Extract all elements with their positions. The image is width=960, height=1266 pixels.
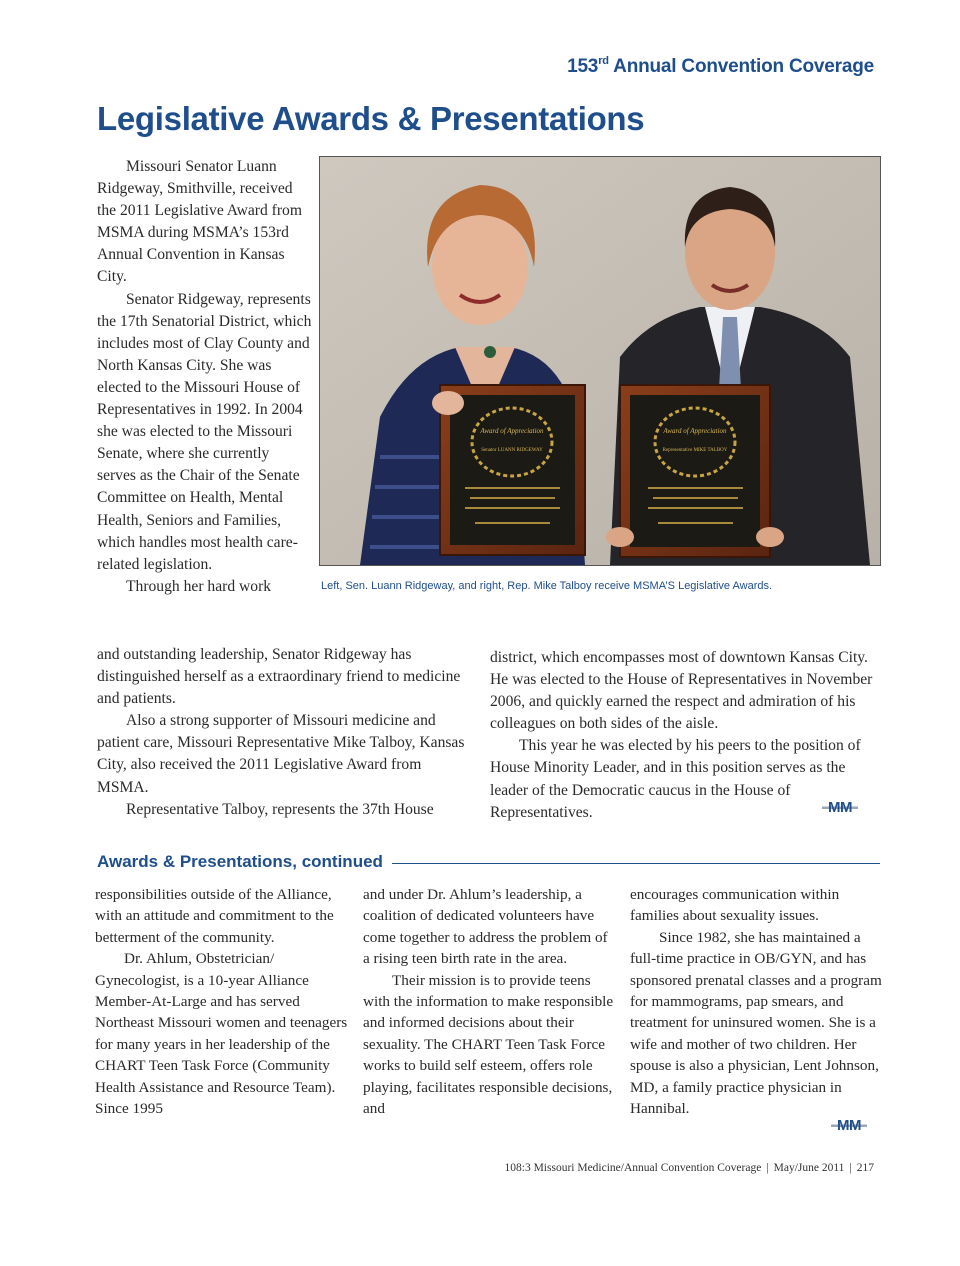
heading-rule [392,863,880,864]
end-of-article-mark: MM [831,1117,867,1134]
left-plaque [440,385,585,555]
continued-paragraph: encourages communication within families about sexuality issues. [630,886,840,925]
article-paragraph: Missouri Senator Luann Ridgeway, Smithville, received the 2011 Legislative Award from MSMA during MSMA’s 153rd Annual Convention in Kansas City. [97,158,302,286]
continued-paragraph: Their mission is to provide teens with the information to make responsible and informed decisions about their sexuality. The CHART Teen Task Force works to build self esteem, offers role playing, facilitates responsible decisions, and [363,971,614,1118]
award-photo [319,156,881,566]
section-ordinal: rd [598,55,609,67]
photo-caption: Left, Sen. Luann Ridgeway, and right, Rep. Mike Talboy receive MSMA’S Legislative Awards. [321,580,773,592]
section-label: Annual Convention Coverage [608,56,874,77]
section-number: 153 [567,56,599,77]
issue-date: May/June 2011 [773,1162,845,1174]
right-plaque-name: Representative MIKE TALBOY [662,448,728,453]
page-title: Legislative Awards & Presentations [97,100,645,137]
continued-column-1 [95,884,349,1119]
continued-paragraph: responsibilities outside of the Alliance, with an attitude and commitment to the betterment of the community. [95,886,334,946]
article-paragraph: Through her hard work [126,577,272,595]
article-paragraph: This year he was elected by his peers to the position of House Minority Leader, and in this position serves as the leader of the Democratic caucus in the House of Representatives. [490,737,861,821]
folio-separator: | [849,1162,852,1174]
continued-column-3 [630,884,884,1119]
left-plaque-name: Senator LUANN RIDGEWAY [481,448,543,453]
continued-paragraph: Dr. Ahlum, Obstetrician/ Gynecologist, is a 10-year Alliance Member-At-Large and has served Northeast Missouri women and teenagers for many years in her leadership of the CHART Teen Task Force (Community Health Assistance and Resource Team). Since 1995 [95,950,348,1118]
article-column-right [490,647,875,824]
article-paragraph: Senator Ridgeway, represents the 17th Senatorial District, which includes most of Clay County and North Kansas City. She was elected to the Missouri House of Representatives in 1992. In 2004 she was elected to the Missouri Senate, where she currently serves as the Chair of the Senate Committee on Health, Mental Health, Seniors and Families, which handles most health care-related legislation. [97,290,312,573]
page-number: 217 [856,1162,874,1174]
article-paragraph: Also a strong supporter of Missouri medicine and patient care, Missouri Representative Mike Talboy, Kansas City, also received the 2011 Legislative Award from MSMA. [97,712,465,796]
article-paragraph: Representative Talboy, represents the 37th House [126,800,434,818]
article-paragraph-continued: and outstanding leadership, Senator Ridgeway has distinguished herself as a extraordinary friend to medicine and patients. [97,646,461,708]
right-plaque [620,385,770,557]
continued-column-2 [363,884,617,1119]
journal-name: 108:3 Missouri Medicine/Annual Convention Coverage [504,1162,762,1174]
continued-paragraph: Since 1982, she has maintained a full-time practice in OB/GYN, and has sponsored prenatal classes and a program for mammograms, pap smears, and treatment for uninsured women. She is a wife and mother of two children. Her spouse is also a physician, Lent Johnson, MD, a family practice physician in Hannibal. [630,928,882,1118]
page-folio [505,1162,874,1174]
right-plaque-heading: Award of Appreciation [663,427,727,435]
section-header [567,55,874,78]
continued-heading: Awards & Presentations, continued [97,852,383,871]
end-of-article-mark: MM [822,799,858,816]
left-plaque-heading: Award of Appreciation [480,427,544,435]
continued-paragraph: and under Dr. Ahlum’s leadership, a coalition of dedicated volunteers have come together to address the problem of a rising teen birth rate in the area. [363,886,608,968]
article-paragraph-continued: district, which encompasses most of downtown Kansas City. He was elected to the House of Representatives in November 2006, and quickly earned the respect and admiration of his colleagues on both sides of the aisle. [490,649,873,733]
folio-separator: | [766,1162,769,1174]
article-column-left [97,644,465,821]
article-column-narrow [97,156,312,598]
